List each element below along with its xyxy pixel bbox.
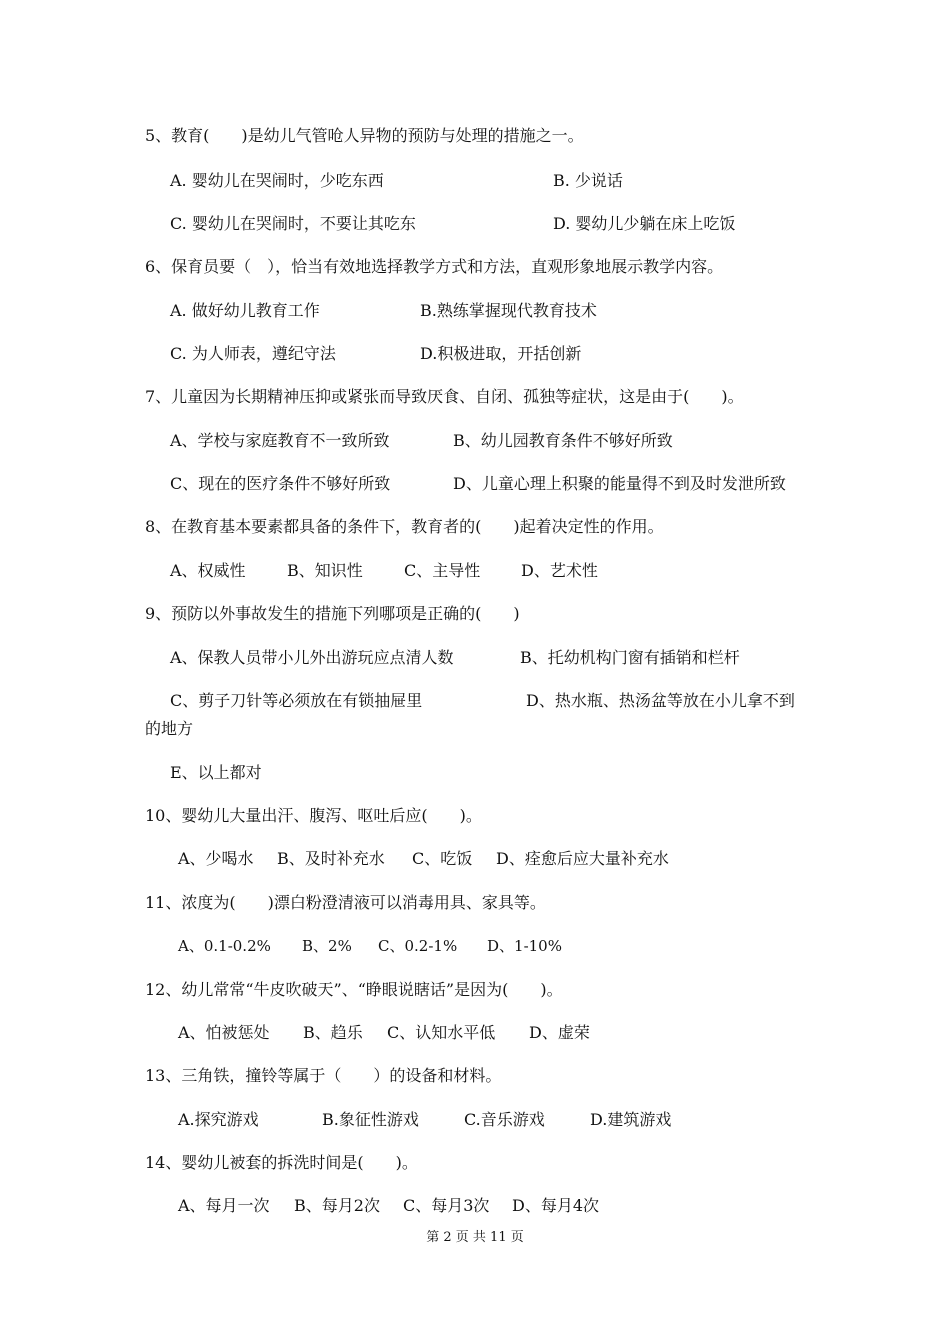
question-12-options [0, 1023, 950, 1043]
option-c: C、剪子刀针等必须放在有锁抽屉里 [170, 691, 423, 710]
question-14-stem: 14、婴幼儿被套的拆洗时间是( )。 [145, 1153, 418, 1172]
option-c: C、0.2-1% [378, 937, 458, 955]
question-9-options-row-2 [0, 691, 950, 711]
option-b: B、托幼机构门窗有插销和栏杆 [520, 648, 740, 667]
option-a: A、每月一次 [178, 1196, 270, 1215]
question-8-options [0, 561, 950, 581]
question-13-options [0, 1110, 950, 1130]
question-10-stem: 10、婴幼儿大量出汗、腹泻、呕吐后应( )。 [145, 806, 482, 825]
option-d: D. 婴幼儿少躺在床上吃饭 [553, 214, 736, 233]
option-a: A.探究游戏 [178, 1110, 259, 1129]
page-number-footer: 第 2 页 共 11 页 [426, 1230, 524, 1245]
option-a: A、保教人员带小儿外出游玩应点清人数 [170, 648, 454, 667]
option-b: B、及时补充水 [277, 849, 385, 868]
option-d: D、痊愈后应大量补充水 [496, 849, 669, 868]
option-a: A、少喝水 [178, 849, 254, 868]
question-5-options-row-1 [0, 171, 950, 191]
question-6-options-row-2 [0, 344, 950, 364]
question-9-options-row-1 [0, 648, 950, 668]
option-d: D.积极进取，开括创新 [420, 344, 582, 363]
option-c: C、认知水平低 [387, 1023, 496, 1042]
option-d: D、热水瓶、热汤盆等放在小儿拿不到 [526, 691, 795, 710]
question-7-options-row-2 [0, 474, 950, 494]
option-b: B.象征性游戏 [322, 1110, 419, 1129]
question-5-options-row-2 [0, 214, 950, 234]
question-14-options [0, 1196, 950, 1216]
question-6-stem: 6、保育员要（ ），恰当有效地选择教学方式和方法，直观形象地展示教学内容。 [145, 257, 724, 276]
option-a: A. 做好幼儿教育工作 [170, 301, 320, 320]
option-b: B、每月2次 [294, 1196, 380, 1215]
option-c: C.音乐游戏 [464, 1110, 545, 1129]
question-9-option-d-continuation: 的地方 [145, 719, 194, 738]
question-5-stem: 5、教育( )是幼儿气管呛人异物的预防与处理的措施之一。 [145, 126, 584, 145]
question-11-stem: 11、浓度为( )漂白粉澄清液可以消毒用具、家具等。 [145, 893, 546, 912]
option-b: B.熟练掌握现代教育技术 [420, 301, 597, 320]
question-11-options [0, 936, 950, 956]
option-a: A、权威性 [170, 561, 246, 580]
question-9-stem: 9、预防以外事故发生的措施下列哪项是正确的( ) [145, 604, 520, 623]
question-10-options [0, 849, 950, 869]
question-13-stem: 13、三角铁，撞铃等属于（ ）的设备和材料。 [145, 1066, 502, 1085]
option-c: C、每月3次 [403, 1196, 490, 1215]
question-6-options-row-1 [0, 301, 950, 321]
option-d: D.建筑游戏 [590, 1110, 672, 1129]
question-7-options-row-1 [0, 431, 950, 451]
option-d: D、虚荣 [529, 1023, 590, 1042]
option-b: B、趋乐 [303, 1023, 363, 1042]
option-c: C、现在的医疗条件不够好所致 [170, 474, 391, 493]
option-a: A. 婴幼儿在哭闹时，少吃东西 [170, 171, 384, 190]
option-b: B、2% [302, 937, 352, 955]
option-d: D、儿童心理上积聚的能量得不到及时发泄所致 [453, 474, 786, 493]
option-c: C、吃饭 [412, 849, 473, 868]
option-c: C、主导性 [404, 561, 481, 580]
question-12-stem: 12、幼儿常常“牛皮吹破天”、“睁眼说瞎话”是因为( )。 [145, 980, 563, 999]
question-7-stem: 7、儿童因为长期精神压抑或紧张而导致厌食、自闭、孤独等症状，这是由于( )。 [145, 387, 744, 406]
option-b: B、幼儿园教育条件不够好所致 [453, 431, 673, 450]
option-c: C. 婴幼儿在哭闹时，不要让其吃东 [170, 214, 416, 233]
question-8-stem: 8、在教育基本要素都具备的条件下，教育者的( )起着决定性的作用。 [145, 517, 664, 536]
option-a: A、怕被惩处 [178, 1023, 270, 1042]
option-d: D、每月4次 [512, 1196, 600, 1215]
option-e: E、以上都对 [170, 763, 262, 782]
option-c: C. 为人师表，遵纪守法 [170, 344, 336, 363]
option-a: A、0.1-0.2% [178, 937, 271, 955]
option-a: A、学校与家庭教育不一致所致 [170, 431, 390, 450]
option-d: D、艺术性 [521, 561, 598, 580]
option-b: B、知识性 [287, 561, 363, 580]
option-d: D、1-10% [487, 937, 562, 955]
option-b: B. 少说话 [553, 171, 623, 190]
